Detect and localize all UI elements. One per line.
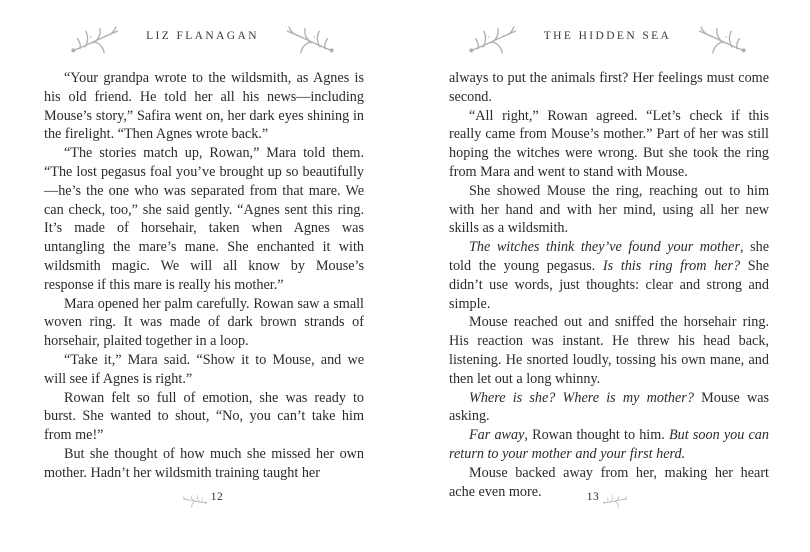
paragraph (449, 182, 769, 238)
text-segment: She showed Mouse the ring, reaching out to him with her hand and with her mind, using all her new skills as a wildsmith. (449, 182, 769, 237)
page-number: 13 (586, 491, 600, 503)
paragraph (449, 238, 769, 313)
paragraph (449, 313, 769, 388)
left-page-text (44, 69, 364, 483)
page-number: 12 (210, 491, 224, 503)
sprig-flourish-icon (602, 490, 629, 512)
paragraph (449, 107, 769, 182)
page-right (405, 0, 810, 552)
paragraph (449, 389, 769, 427)
text-segment: Mara opened her palm carefully. Rowan saw a small woven ring. It was made of dark brown strands of horsehair, plaited together in a loop. (44, 295, 364, 350)
text-segment: , she told the young pegasus. (449, 239, 769, 274)
text-segment: , Rowan thought to him. (524, 427, 670, 444)
paragraph (44, 144, 364, 294)
sprig-flourish-icon (181, 490, 208, 512)
paragraph (44, 351, 364, 389)
sprig-flourish-icon (468, 24, 518, 60)
paragraph (449, 426, 769, 464)
text-segment: Rowan felt so full of emotion, she was ready to burst. She wanted to shout, “No, you can’t take him from me!” (44, 389, 364, 444)
book-title: THE HIDDEN SEA (543, 30, 672, 42)
text-segment: “All right,” Rowan agreed. “Let’s check if this really came from Mouse’s mother.” Part of her was still hoping the witches were wrong. But she took the ring from Mara and went to stand with Mouse. (449, 107, 769, 180)
text-segment: Mouse backed away from her, making her heart ache even more. (449, 464, 769, 500)
sprig-flourish-icon (697, 24, 747, 60)
italic-text-segment: Is this ring from her? (602, 257, 741, 274)
author-name: LIZ FLANAGAN (146, 30, 259, 42)
right-running-head (405, 18, 810, 66)
right-page-text (449, 69, 769, 501)
left-page-footer (0, 490, 405, 507)
italic-text-segment: The witches think they’ve found your mother (469, 239, 740, 256)
text-segment: But she thought of how much she missed her own mother. Hadn’t her wildsmith training taught her (44, 445, 364, 481)
paragraph (449, 69, 769, 107)
text-segment: Mouse was asking. (449, 389, 770, 425)
text-segment: She didn’t use words, just thoughts: clear and strong and simple. (449, 257, 770, 312)
italic-text-segment: Far away (469, 427, 525, 444)
paragraph (44, 69, 364, 144)
text-segment: “Your grandpa wrote to the wildsmith, as Agnes is his old friend. He told her all his news—including Mouse’s story,” Safira went on, her dark eyes shining in the firelight. “Then Agnes wrote back.” (44, 70, 364, 143)
text-segment: “The stories match up, Rowan,” Mara told them. “The lost pegasus foal you’ve brought up so beautifully—he’s the one who was separated from that mare. We can check, too,” she said gently. “Agnes sent this ring. It’s made of horsehair, taken when Agnes was untangling the mare’s mane. She enchanted it with wildsmith magic. We will all know by Mouse’s response if this mare is really his mother.” (44, 145, 364, 293)
paragraph (44, 389, 364, 445)
italic-text-segment: Where is she? Where is my mother? (469, 389, 694, 406)
italic-text-segment: But soon you can return to your mother and your first herd. (449, 427, 769, 462)
sprig-flourish-icon (285, 24, 335, 60)
paragraph (44, 295, 364, 351)
left-running-head (0, 18, 405, 66)
right-page-footer (405, 490, 810, 507)
text-segment: “Take it,” Mara said. “Show it to Mouse, and we will see if Agnes is right.” (44, 351, 364, 387)
text-segment: always to put the animals first? Her feelings must come second. (449, 70, 769, 105)
paragraph (44, 445, 364, 483)
text-segment: Mouse reached out and sniffed the horsehair ring. His reaction was instant. He threw his head back, listening. He snorted loudly, tossing his own mane, and then let out a long whinny. (449, 314, 769, 387)
sprig-flourish-icon (70, 24, 120, 60)
